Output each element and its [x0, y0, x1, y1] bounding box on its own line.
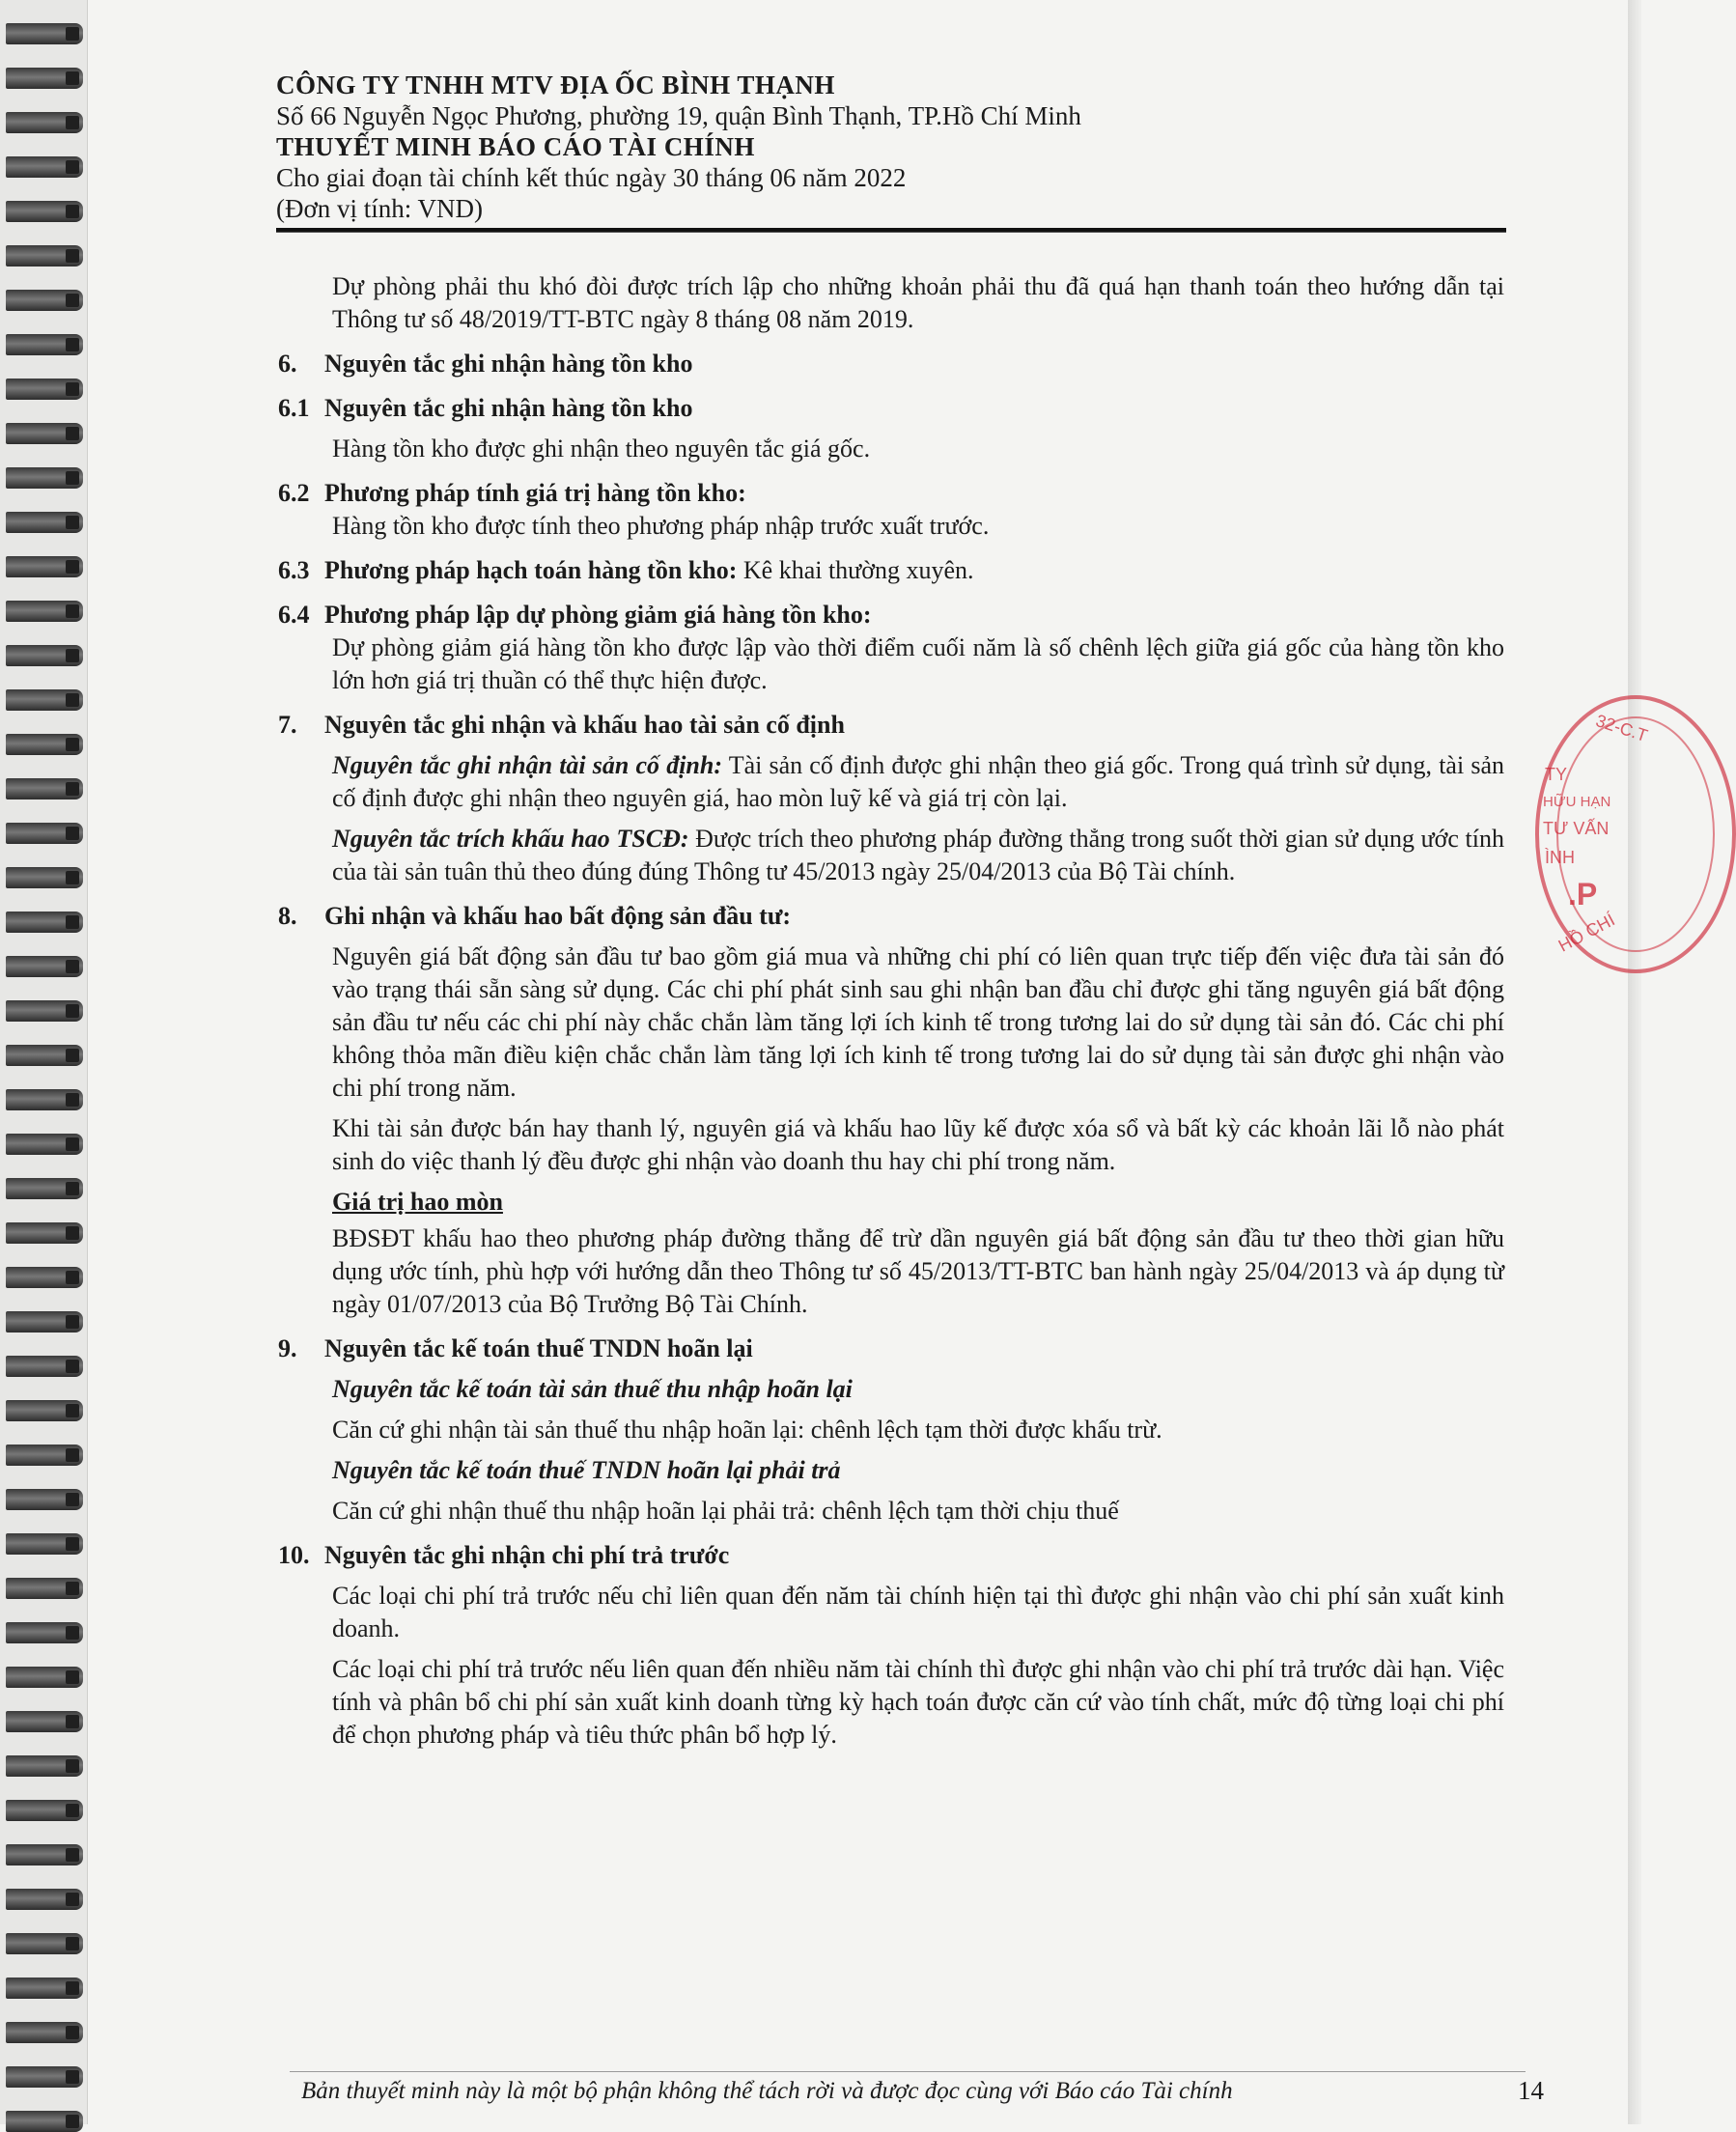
section-6-3-text: Kê khai thường xuyên.	[737, 556, 974, 584]
section-number: 6.	[278, 350, 297, 378]
section-9-text-2: Căn cứ ghi nhận thuế thu nhập hoãn lại phải trả: chênh lệch tạm thời chịu thuế	[332, 1497, 1119, 1525]
section-number: 7.	[278, 711, 297, 739]
binding-ring	[6, 1400, 83, 1421]
document-body	[278, 270, 1504, 1759]
binding-ring	[6, 23, 83, 44]
binding-ring	[6, 1489, 83, 1510]
section-6-1-heading	[278, 392, 1504, 425]
section-9-text-1: Căn cứ ghi nhận tài sản thuế thu nhập hoãn lại: chênh lệch tạm thời được khấu trừ.	[332, 1416, 1162, 1444]
company-seal-stamp	[1535, 695, 1736, 973]
section-9-heading	[278, 1332, 1504, 1365]
binding-ring	[6, 201, 83, 222]
seal-text: HỮU HẠN	[1543, 794, 1611, 810]
binding-ring	[6, 912, 83, 933]
spiral-binding	[0, 0, 88, 2124]
section-title: Phương pháp lập dự phòng giảm giá hàng tồn kho:	[324, 601, 872, 629]
section-title: Nguyên tắc ghi nhận và khấu hao tài sản cố định	[324, 711, 845, 739]
document-header	[276, 70, 1512, 224]
binding-ring	[6, 1933, 83, 1954]
binding-ring	[6, 1844, 83, 1866]
binding-ring	[6, 423, 83, 444]
section-8-paragraph-3: BĐSĐT khấu hao theo phương pháp đường thẳng để trừ dần nguyên giá bất động sản đầu tư theo thời gian hữu dụng ước tính, phù hợp với hướng dẫn theo Thông tư số 45/2013/TT-BTC ban hành ngày 25/04/2013 và áp dụng từ ngày 01/07/2013 của Bộ Trưởng Bộ Tài Chính.	[332, 1224, 1504, 1318]
binding-ring	[6, 68, 83, 89]
binding-ring	[6, 1578, 83, 1599]
binding-ring	[6, 1356, 83, 1377]
binding-ring	[6, 1089, 83, 1110]
section-10-heading	[278, 1539, 1504, 1572]
section-9-subheading-2	[278, 1454, 1504, 1487]
section-8-heading	[278, 900, 1504, 933]
footer-divider	[290, 2071, 1526, 2072]
section-6-heading	[278, 348, 1504, 380]
subheading-text: Nguyên tắc kế toán thuế TNDN hoãn lại phải trả	[332, 1456, 841, 1484]
binding-ring	[6, 1889, 83, 1910]
binding-ring	[6, 1267, 83, 1288]
page-edge	[1628, 0, 1641, 2124]
binding-ring	[6, 2111, 83, 2132]
section-number: 8.	[278, 902, 297, 930]
section-6-4-heading	[278, 599, 1504, 631]
binding-ring	[6, 1667, 83, 1688]
subheading-text: Giá trị hao mòn	[332, 1188, 503, 1216]
binding-ring	[6, 1755, 83, 1777]
binding-ring	[6, 1711, 83, 1732]
section-title: Ghi nhận và khấu hao bất động sản đầu tư:	[324, 902, 792, 930]
section-number: 10.	[278, 1541, 310, 1569]
binding-ring	[6, 1978, 83, 1999]
binding-ring	[6, 823, 83, 844]
section-6-3-heading	[278, 554, 1504, 587]
binding-ring	[6, 1045, 83, 1066]
section-number: 6.1	[278, 394, 310, 422]
binding-ring	[6, 2022, 83, 2043]
binding-ring	[6, 1622, 83, 1643]
section-title: Nguyên tắc ghi nhận hàng tồn kho	[324, 394, 693, 422]
section-title: Phương pháp tính giá trị hàng tồn kho:	[324, 479, 746, 507]
section-6-2-heading	[278, 477, 1504, 510]
seal-text: .P	[1568, 877, 1598, 912]
section-10-paragraph-2: Các loại chi phí trả trước nếu liên quan đến nhiều năm tài chính thì được ghi nhận vào chi phí trả trước dài hạn. Việc tính và phân bổ chi phí sản xuất kinh doanh từng kỳ hạch toán được căn cứ vào tính chất, mức độ từng loại chi phí để chọn phương pháp và tiêu thức phân bổ hợp lý.	[332, 1655, 1504, 1749]
section-6-2-text: Hàng tồn kho được tính theo phương pháp nhập trước xuất trước.	[332, 512, 990, 540]
binding-ring	[6, 778, 83, 800]
binding-ring	[6, 1000, 83, 1022]
header-divider	[276, 228, 1506, 233]
binding-ring	[6, 867, 83, 888]
binding-ring	[6, 1800, 83, 1821]
binding-ring	[6, 645, 83, 666]
inline-label: Nguyên tắc ghi nhận tài sản cố định:	[332, 751, 723, 779]
binding-ring	[6, 1222, 83, 1244]
section-6-4-text: Dự phòng giảm giá hàng tồn kho được lập vào thời điểm cuối năm là số chênh lệch giữa giá gốc của hàng tồn kho lớn hơn giá trị thuần có thể thực hiện được.	[332, 633, 1504, 694]
binding-ring	[6, 1311, 83, 1332]
binding-ring	[6, 1533, 83, 1555]
binding-ring	[6, 734, 83, 755]
section-7-paragraph-2	[278, 823, 1504, 888]
section-title: Nguyên tắc kế toán thuế TNDN hoãn lại	[324, 1334, 753, 1362]
binding-ring	[6, 1178, 83, 1199]
subheading-text: Nguyên tắc kế toán tài sản thuế thu nhập hoãn lại	[332, 1375, 853, 1403]
binding-ring	[6, 2066, 83, 2088]
binding-ring	[6, 334, 83, 355]
section-9-subheading-1	[278, 1373, 1504, 1406]
reporting-period: Cho giai đoạn tài chính kết thúc ngày 30 tháng 06 năm 2022	[276, 163, 907, 192]
binding-ring	[6, 290, 83, 311]
section-8-paragraph-2: Khi tài sản được bán hay thanh lý, nguyên giá và khấu hao lũy kế được xóa sổ và bất kỳ các khoản lãi lỗ nào phát sinh do việc thanh lý đều được ghi nhận vào doanh thu hay chi phí trong năm.	[332, 1114, 1504, 1175]
binding-ring	[6, 512, 83, 533]
binding-ring	[6, 245, 83, 266]
binding-ring	[6, 1445, 83, 1466]
seal-text: TY	[1545, 765, 1568, 784]
section-10-paragraph-1: Các loại chi phí trả trước nếu chỉ liên quan đến năm tài chính hiện tại thì được ghi nhận vào chi phí sản xuất kinh doanh.	[332, 1582, 1504, 1642]
currency-unit: (Đơn vị tính: VND)	[276, 194, 484, 223]
binding-ring	[6, 467, 83, 489]
binding-ring	[6, 689, 83, 711]
company-address: Số 66 Nguyễn Ngọc Phương, phường 19, quận Bình Thạnh, TP.Hồ Chí Minh	[276, 101, 1081, 130]
page-number: 14	[1518, 2076, 1544, 2105]
section-number: 6.4	[278, 601, 310, 629]
section-title: Phương pháp hạch toán hàng tồn kho:	[324, 556, 738, 584]
section-7-paragraph-1	[278, 749, 1504, 815]
inline-text: Được trích theo phương pháp đường thẳng trong suốt thời gian sử dụng ước tính của tài sản tuân thủ theo đúng đúng Thông tư 45/2013 ngày 25/04/2013 của Bộ Tài chính.	[332, 825, 1504, 885]
section-title: Nguyên tắc ghi nhận hàng tồn kho	[324, 350, 693, 378]
seal-text: 32-C.T	[1593, 711, 1650, 746]
seal-text: ÌNH	[1545, 848, 1575, 867]
binding-ring	[6, 112, 83, 133]
section-6-1-text: Hàng tồn kho được ghi nhận theo nguyên tắc giá gốc.	[332, 435, 871, 463]
inline-text: Tài sản cố định được ghi nhận theo giá gốc. Trong quá trình sử dụng, tài sản cố định được ghi nhận theo nguyên giá, hao mòn luỹ kế và giá trị còn lại.	[332, 751, 1504, 812]
binding-ring	[6, 601, 83, 622]
seal-text: TƯ VẤN	[1543, 819, 1610, 838]
section-number: 9.	[278, 1334, 297, 1362]
footer-note: Bản thuyết minh này là một bộ phận không thể tách rời và được đọc cùng với Báo cáo Tài chính	[301, 2078, 1233, 2104]
binding-ring	[6, 1134, 83, 1155]
inline-label: Nguyên tắc trích khấu hao TSCĐ:	[332, 825, 689, 853]
section-number: 6.3	[278, 556, 310, 584]
company-name: CÔNG TY TNHH MTV ĐỊA ỐC BÌNH THẠNH	[276, 70, 835, 99]
section-title: Nguyên tắc ghi nhận chi phí trả trước	[324, 1541, 730, 1569]
seal-text: HỒ CHÍ	[1554, 910, 1618, 956]
section-7-heading	[278, 709, 1504, 742]
section-number: 6.2	[278, 479, 310, 507]
section-8-paragraph-1: Nguyên giá bất động sản đầu tư bao gồm giá mua và những chi phí có liên quan trực tiếp đến việc đưa tài sản đó vào trạng thái sẵn sàng sử dụng. Các chi phí phát sinh sau ghi nhận ban đầu chỉ được ghi tăng nguyên giá bất động sản đầu tư nếu các chi phí này chắc chắn làm tăng lợi ích kinh tế trong tương lai do sử dụng tài sản đó. Các chi phí không thỏa mãn điều kiện chắc chắn làm tăng lợi ích kinh tế trong tương lai do sử dụng tài sản được ghi nhận vào chi phí trong năm.	[332, 942, 1504, 1102]
section-8-subheading	[278, 1186, 1504, 1219]
document-title: THUYẾT MINH BÁO CÁO TÀI CHÍNH	[276, 132, 755, 161]
binding-ring	[6, 379, 83, 400]
binding-ring	[6, 156, 83, 178]
binding-ring	[6, 956, 83, 977]
intro-paragraph: Dự phòng phải thu khó đòi được trích lập cho những khoản phải thu đã quá hạn thanh toán theo hướng dẫn tại Thông tư số 48/2019/TT-BTC ngày 8 tháng 08 năm 2019.	[332, 272, 1504, 333]
binding-ring	[6, 556, 83, 577]
